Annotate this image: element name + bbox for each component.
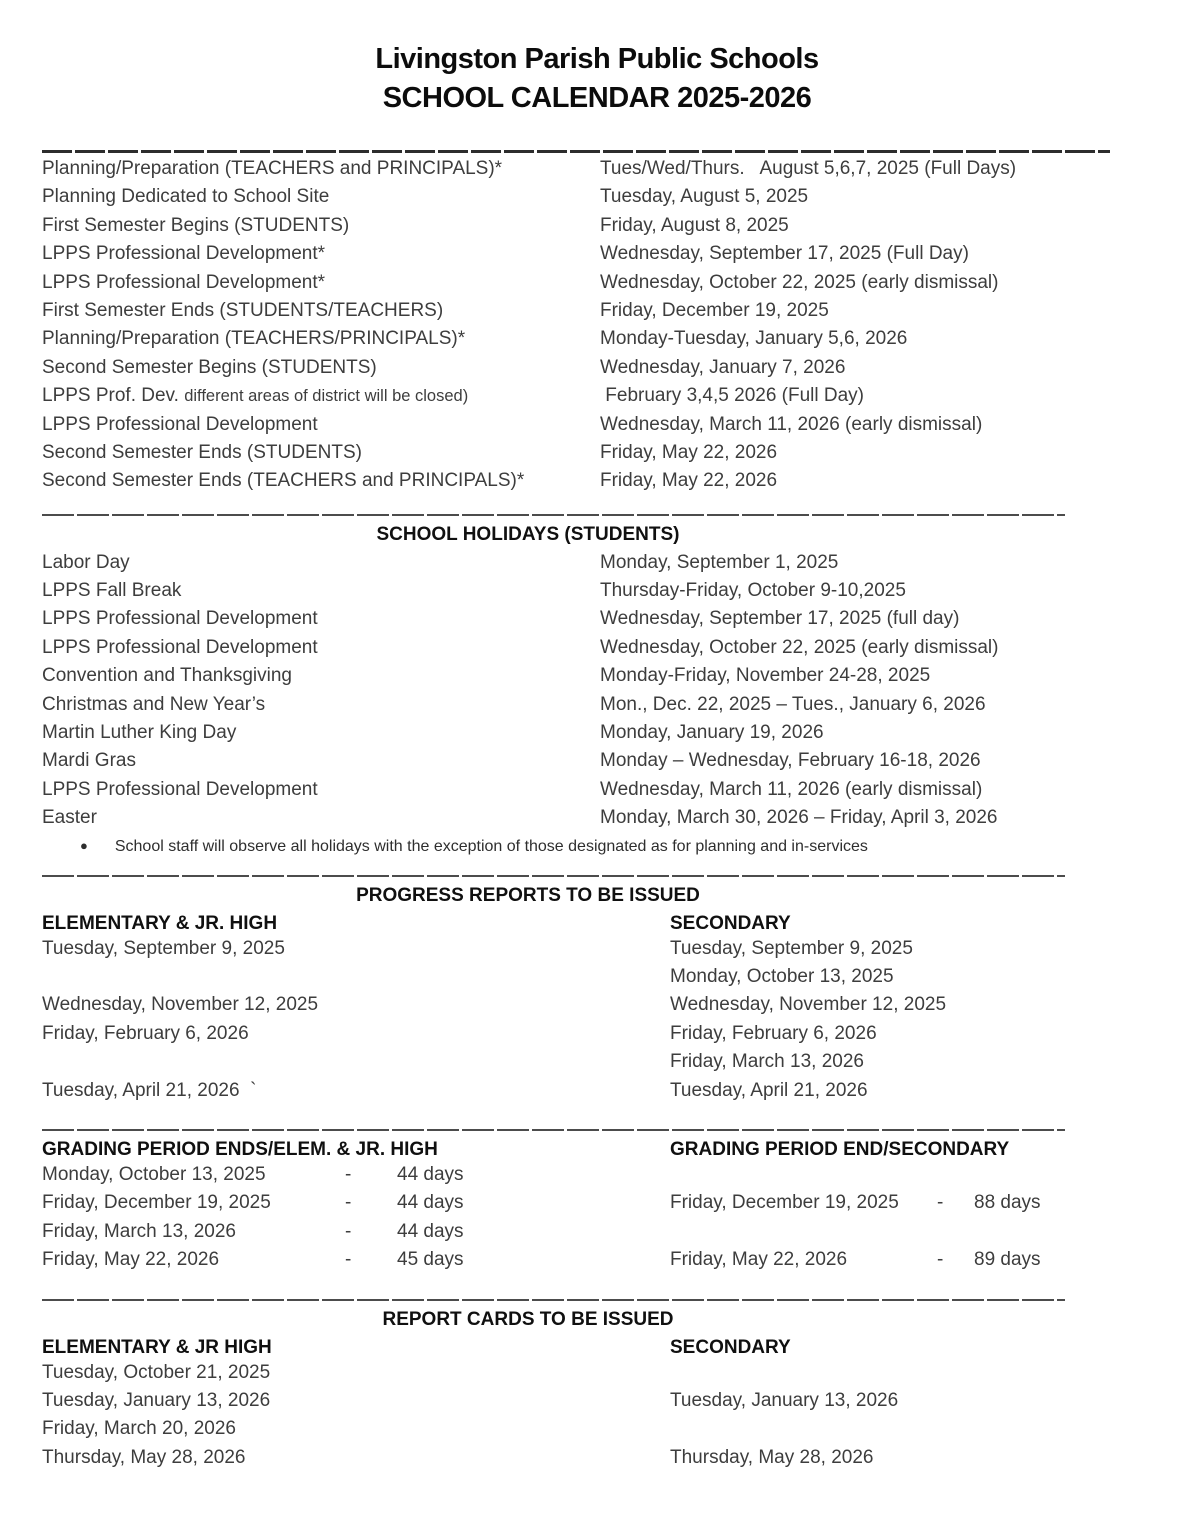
report-cards-column-headings [42, 1334, 1187, 1362]
report-card-row [42, 1362, 1187, 1390]
secondary-date: Thursday, May 28, 2026 [670, 1446, 874, 1468]
report-cards-section [42, 1306, 1187, 1476]
column-heading-report-elementary: ELEMENTARY & JR HIGH [42, 1336, 272, 1358]
event-date: Monday-Tuesday, January 5,6, 2026 [600, 328, 908, 350]
section-heading-holidays: SCHOOL HOLIDAYS (STUDENTS) [376, 523, 680, 545]
report-card-row [42, 1390, 1187, 1418]
holiday-row [42, 779, 1187, 807]
elementary-date: Wednesday, November 12, 2025 [42, 994, 319, 1016]
divider [42, 1299, 1065, 1301]
schedule-row [42, 300, 1187, 328]
progress-column-headings [42, 910, 1187, 938]
grading-row [42, 1164, 1187, 1192]
section-heading-progress-reports: PROGRESS REPORTS TO BE ISSUED [356, 884, 700, 906]
holiday-date: Wednesday, September 17, 2025 (full day) [600, 608, 960, 630]
grading-date: Friday, March 13, 2026 [42, 1220, 236, 1242]
column-heading-grading-secondary: GRADING PERIOD END/SECONDARY [670, 1138, 1010, 1160]
progress-reports-section [42, 882, 1187, 1108]
progress-row [42, 994, 1187, 1022]
holiday-label: Convention and Thanksgiving [42, 665, 292, 687]
secondary-date: Tuesday, April 21, 2026 [670, 1079, 868, 1101]
event-date: Tuesday, August 5, 2025 [600, 186, 809, 208]
holiday-date: Monday-Friday, November 24-28, 2025 [600, 665, 931, 687]
event-label: First Semester Ends (STUDENTS/TEACHERS) [42, 299, 444, 321]
schedule-row [42, 357, 1187, 385]
holiday-row [42, 580, 1187, 608]
holiday-date: Monday, March 30, 2026 – Friday, April 3, 2026 [600, 807, 998, 829]
secondary-date: Friday, March 13, 2026 [670, 1051, 864, 1073]
event-date: Friday, May 22, 2026 [600, 441, 778, 463]
schedule-row [42, 328, 1187, 356]
holiday-date: Monday, January 19, 2026 [600, 722, 824, 744]
title-block [42, 40, 1152, 118]
secondary-date: Wednesday, November 12, 2025 [670, 994, 947, 1016]
event-label: Second Semester Begins (STUDENTS) [42, 356, 377, 378]
bullet-icon: ● [80, 837, 88, 853]
grading-column-headings [42, 1136, 1187, 1164]
progress-row [42, 966, 1187, 994]
event-label: LPPS Prof. Dev. different areas of district will be closed) [42, 385, 469, 407]
schedule-row [42, 442, 1187, 470]
elementary-date: Tuesday, October 21, 2025 [42, 1361, 271, 1383]
event-label: Planning Dedicated to School Site [42, 186, 330, 208]
holiday-row [42, 694, 1187, 722]
progress-row [42, 1051, 1187, 1079]
elementary-date: Tuesday, January 13, 2026 [42, 1389, 271, 1411]
divider [42, 1129, 1065, 1131]
grading-date: Friday, December 19, 2025 [670, 1192, 899, 1214]
event-label: LPPS Professional Development* [42, 271, 326, 293]
holiday-label: Christmas and New Year’s [42, 693, 266, 715]
holiday-label: Labor Day [42, 551, 130, 573]
secondary-date: Monday, October 13, 2025 [670, 965, 894, 987]
schedule-row [42, 470, 1187, 498]
dash: - [345, 1220, 352, 1242]
grading-rows [42, 1164, 1187, 1278]
event-date: Wednesday, January 7, 2026 [600, 356, 846, 378]
grading-date: Friday, May 22, 2026 [670, 1249, 848, 1271]
holiday-label: LPPS Fall Break [42, 580, 182, 602]
dash: - [345, 1163, 352, 1185]
holiday-date: Thursday-Friday, October 9-10,2025 [600, 580, 906, 602]
elementary-date: Thursday, May 28, 2026 [42, 1446, 246, 1468]
schedule-row [42, 243, 1187, 271]
divider [42, 875, 1065, 877]
holiday-label: Easter [42, 807, 97, 829]
column-heading-elementary: ELEMENTARY & JR. HIGH [42, 912, 278, 934]
column-heading-secondary: SECONDARY [670, 912, 791, 934]
event-label: LPPS Professional Development [42, 413, 318, 435]
holiday-row [42, 608, 1187, 636]
schedule-row [42, 215, 1187, 243]
section-heading-report-cards: REPORT CARDS TO BE ISSUED [382, 1308, 674, 1330]
grading-days: 89 days [974, 1249, 1041, 1271]
event-date: Wednesday, October 22, 2025 (early dismissal) [600, 271, 999, 293]
holiday-date: Monday – Wednesday, February 16-18, 2026 [600, 750, 981, 772]
holidays-note [80, 838, 1187, 860]
elementary-date: Friday, February 6, 2026 [42, 1022, 249, 1044]
divider [42, 150, 1110, 153]
semester-schedule-section [42, 158, 1187, 499]
event-date: Friday, August 8, 2025 [600, 214, 789, 236]
holiday-row [42, 807, 1187, 835]
event-date: Wednesday, September 17, 2025 (Full Day) [600, 243, 969, 265]
grading-row [42, 1221, 1187, 1249]
event-date: Tues/Wed/Thurs. August 5,6,7, 2025 (Full Days) [600, 158, 1017, 179]
event-label-small: different areas of district will be closed) [184, 387, 469, 406]
holiday-date: Mon., Dec. 22, 2025 – Tues., January 6, 2026 [600, 693, 986, 715]
grading-days: 44 days [397, 1220, 464, 1242]
holiday-row [42, 552, 1187, 580]
holiday-label: LPPS Professional Development [42, 778, 318, 800]
schedule-row [42, 186, 1187, 214]
grading-date: Friday, December 19, 2025 [42, 1192, 271, 1214]
school-holidays-section [42, 521, 1187, 860]
holiday-row [42, 722, 1187, 750]
holiday-label: Martin Luther King Day [42, 722, 237, 744]
event-label: Second Semester Ends (STUDENTS) [42, 441, 362, 463]
event-label: First Semester Begins (STUDENTS) [42, 214, 350, 236]
schedule-row [42, 158, 1187, 186]
dash: - [345, 1249, 352, 1271]
event-label: Planning/Preparation (TEACHERS/PRINCIPALS)* [42, 328, 466, 350]
holiday-row [42, 637, 1187, 665]
report-cards-rows [42, 1362, 1187, 1476]
progress-rows [42, 938, 1187, 1108]
elementary-date: Friday, March 20, 2026 [42, 1418, 236, 1440]
dash: - [937, 1249, 944, 1271]
grading-periods-section [42, 1136, 1187, 1278]
holiday-rows [42, 552, 1187, 836]
holidays-note-text: School staff will observe all holidays with the exception of those designated as for planning and in-services [114, 837, 868, 855]
holiday-label: LPPS Professional Development [42, 636, 318, 658]
grading-date: Monday, October 13, 2025 [42, 1163, 266, 1185]
report-card-row [42, 1418, 1187, 1446]
grading-date: Friday, May 22, 2026 [42, 1249, 220, 1271]
progress-row [42, 1080, 1187, 1108]
holiday-label: LPPS Professional Development [42, 608, 318, 630]
grading-row [42, 1249, 1187, 1277]
column-heading-report-secondary: SECONDARY [670, 1336, 791, 1358]
page-title: Livingston Parish Public Schools [375, 43, 819, 75]
event-label: LPPS Professional Development* [42, 243, 326, 265]
progress-row [42, 938, 1187, 966]
holiday-date: Monday, September 1, 2025 [600, 551, 839, 573]
holiday-row [42, 665, 1187, 693]
grading-days: 44 days [397, 1192, 464, 1214]
column-heading-grading-elementary: GRADING PERIOD ENDS/ELEM. & JR. HIGH [42, 1138, 438, 1160]
dash: - [345, 1192, 352, 1214]
page-subtitle: SCHOOL CALENDAR 2025-2026 [382, 82, 812, 114]
elementary-date: Tuesday, September 9, 2025 [42, 937, 285, 959]
holiday-label: Mardi Gras [42, 750, 136, 772]
event-date: Friday, December 19, 2025 [600, 299, 829, 321]
schedule-row [42, 272, 1187, 300]
divider [42, 514, 1065, 516]
event-label: Second Semester Ends (TEACHERS and PRINCIPALS)* [42, 470, 525, 492]
secondary-date: Tuesday, January 13, 2026 [670, 1389, 899, 1411]
holiday-row [42, 750, 1187, 778]
dash: - [937, 1192, 944, 1214]
secondary-date: Tuesday, September 9, 2025 [670, 937, 913, 959]
event-date: Wednesday, March 11, 2026 (early dismissal) [600, 413, 983, 435]
holiday-date: Wednesday, October 22, 2025 (early dismissal) [600, 636, 999, 658]
grading-days: 44 days [397, 1163, 464, 1185]
schedule-row [42, 414, 1187, 442]
grading-days: 88 days [974, 1192, 1041, 1214]
event-date: February 3,4,5 2026 (Full Day) [600, 385, 865, 407]
schedule-row [42, 385, 1187, 413]
report-card-row [42, 1447, 1187, 1475]
elementary-date: Tuesday, April 21, 2026 ` [42, 1079, 257, 1101]
event-date: Friday, May 22, 2026 [600, 470, 778, 492]
progress-row [42, 1023, 1187, 1051]
secondary-date: Friday, February 6, 2026 [670, 1022, 877, 1044]
event-label: Planning/Preparation (TEACHERS and PRINCIPALS)* [42, 158, 503, 179]
holiday-date: Wednesday, March 11, 2026 (early dismissal) [600, 778, 983, 800]
grading-days: 45 days [397, 1249, 464, 1271]
grading-row [42, 1192, 1187, 1220]
